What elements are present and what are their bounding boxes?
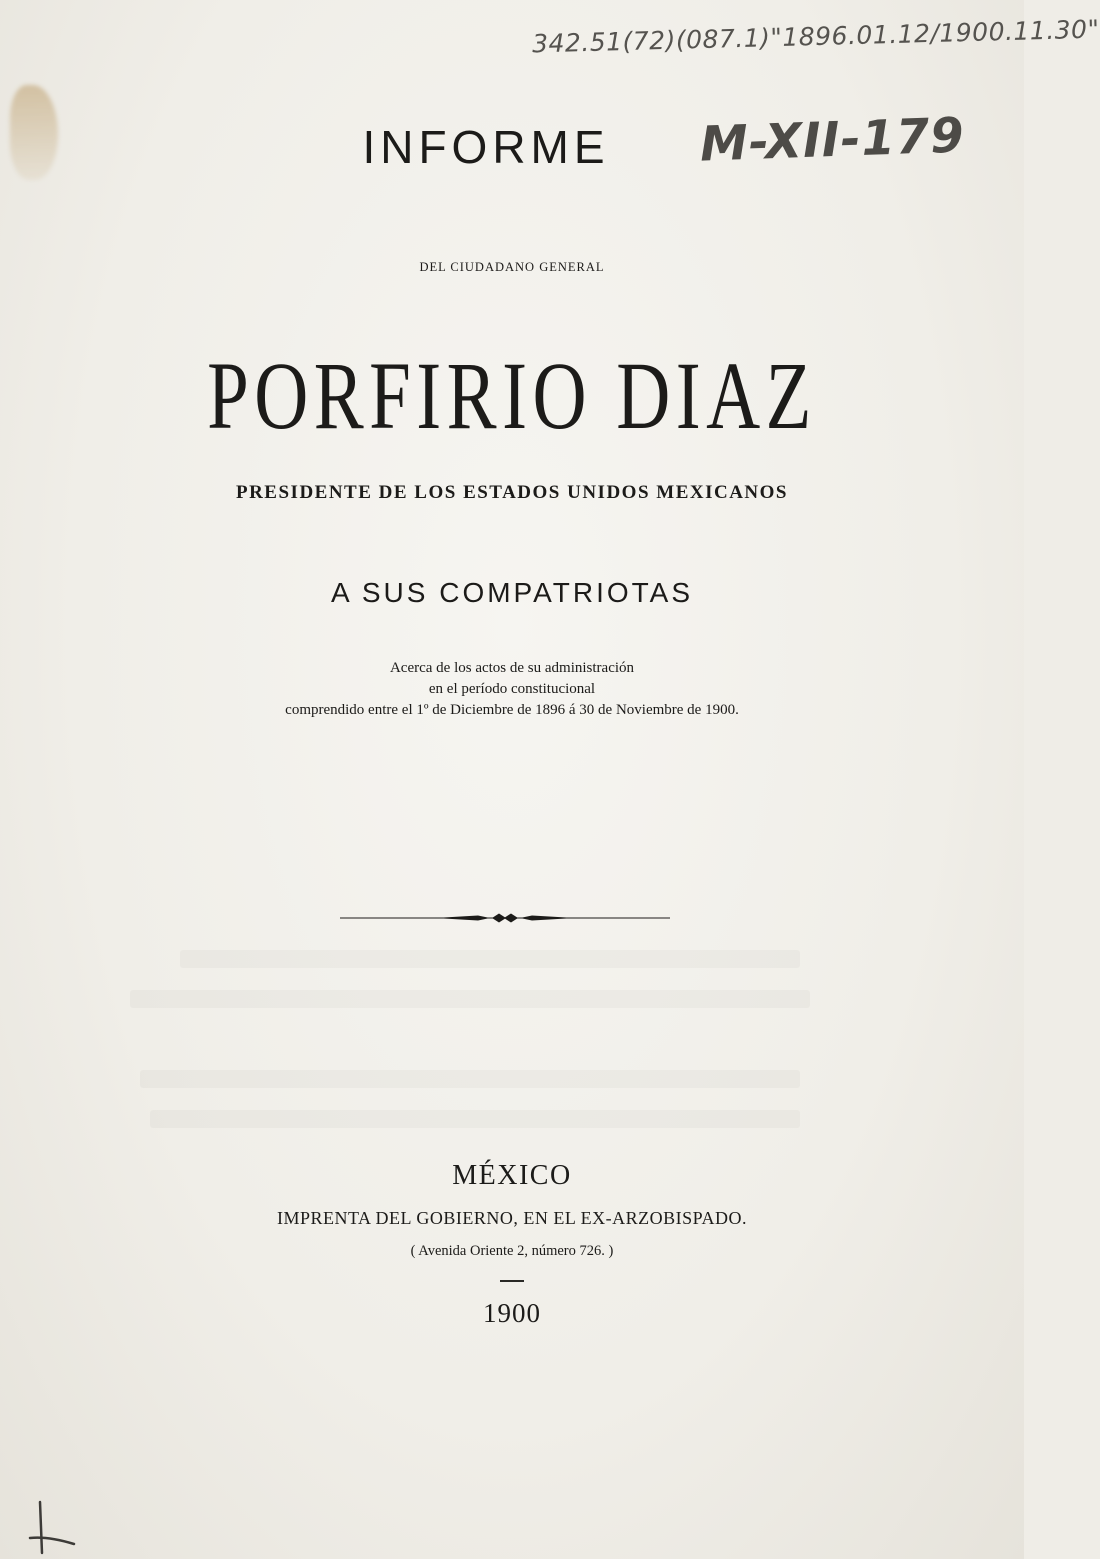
handwritten-shelf-mark: M-XII-179	[699, 107, 966, 173]
title-prefix: DEL CIUDADANO GENERAL	[419, 260, 605, 274]
imprint-city: MÉXICO	[452, 1160, 572, 1191]
description-line: Acerca de los actos de su administración	[389, 660, 635, 676]
author-position: PRESIDENTE DE LOS ESTADOS UNIDOS MEXICANOS	[235, 482, 788, 503]
document-title: INFORME	[362, 121, 610, 173]
bleed-through	[140, 1070, 800, 1088]
description-line: en el período constitucional	[428, 681, 596, 697]
author-name: PORFIRIO DIAZ	[207, 342, 817, 449]
divider-dash	[500, 1280, 524, 1282]
ornamental-rule	[340, 909, 670, 927]
handwritten-call-number: 342.51(72)(087.1)"1896.01.12/1900.11.30"	[531, 14, 1100, 59]
audience-line: A SUS COMPATRIOTAS	[330, 577, 694, 608]
bleed-through	[180, 950, 800, 968]
description-line: comprendido entre el 1º de Diciembre de 1896 á 30 de Noviembre de 1900.	[285, 702, 739, 718]
publication-year: 1900	[483, 1298, 541, 1328]
bleed-through	[150, 1110, 800, 1128]
bleed-through	[130, 990, 810, 1008]
pencil-cross-mark	[28, 1500, 78, 1555]
imprint-address: ( Avenida Oriente 2, número 726. )	[410, 1243, 614, 1259]
imprint-printer: IMPRENTA DEL GOBIERNO, EN EL EX-ARZOBISPADO.	[276, 1208, 748, 1228]
